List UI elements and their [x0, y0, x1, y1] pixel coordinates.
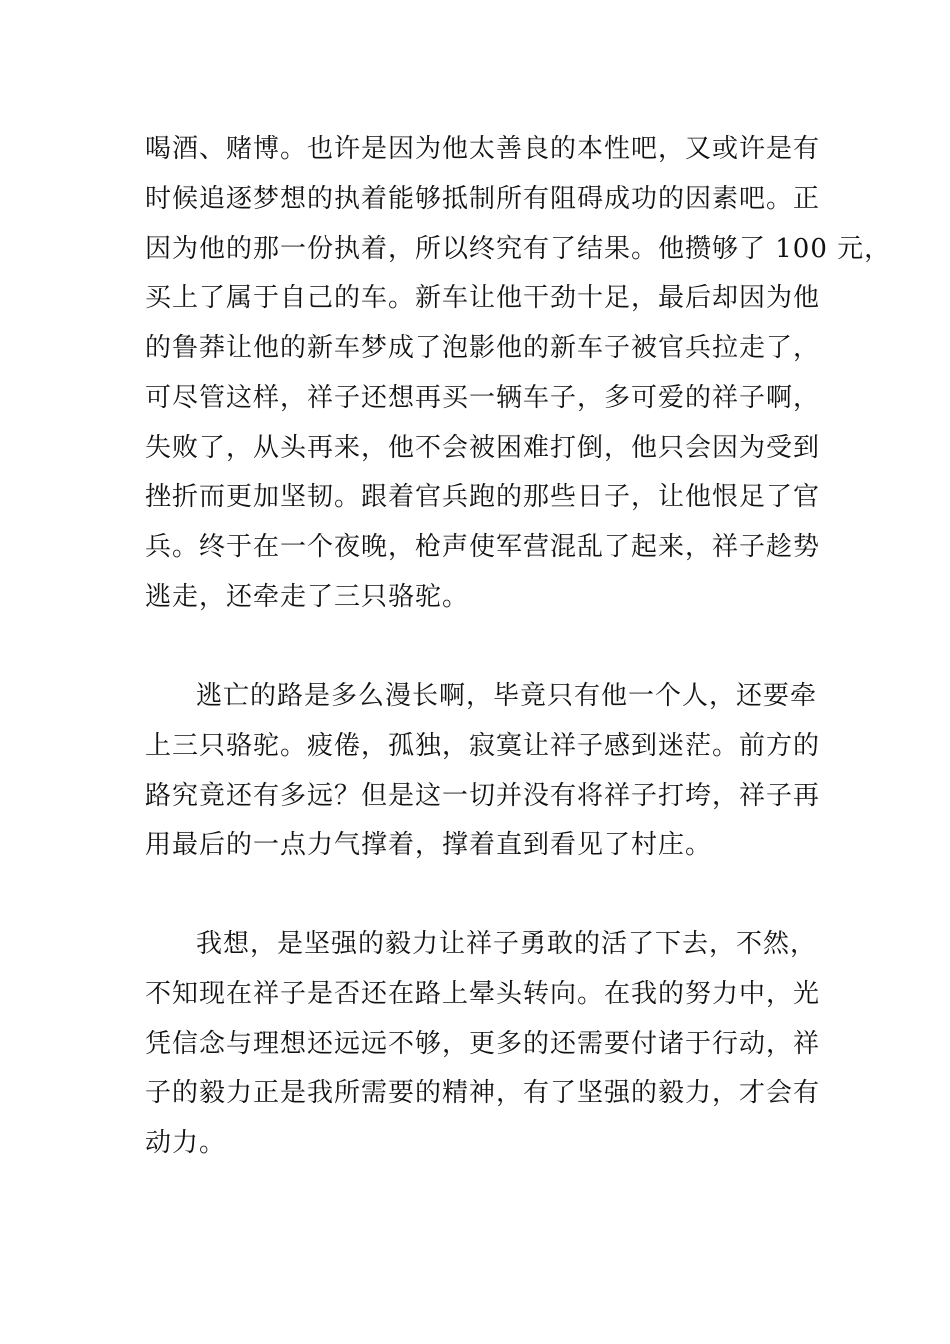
text-line: 逃走，还牵走了三只骆驼。	[145, 582, 470, 612]
text-line: 的鲁莽让他的新车梦成了泡影他的新车子被官兵拉走了，	[145, 333, 821, 363]
text-line: 时候追逐梦想的执着能够抵制所有阻碍成功的因素吧。正	[145, 184, 821, 214]
text-line: 凭信念与理想还远远不够，更多的还需要付诸于行动，祥	[145, 1029, 821, 1059]
text-line: 路究竟还有多远？但是这一切并没有将祥子打垮，祥子再	[145, 781, 821, 811]
text-line: 子的毅力正是我所需要的精神，有了坚强的毅力，才会有	[145, 1078, 821, 1108]
text-line: 我想，是坚强的毅力让祥子勇敢的活了下去，不然，	[196, 929, 818, 959]
text-line: 用最后的一点力气撑着，撑着直到看见了村庄。	[145, 830, 713, 860]
text-line: 上三只骆驼。疲倦，孤独，寂寞让祥子感到迷茫。前方的	[145, 731, 821, 761]
text-line: 挫折而更加坚韧。跟着官兵跑的那些日子，让他恨足了官	[145, 482, 821, 512]
text-line: 可尽管这样，祥子还想再买一辆车子，多可爱的祥子啊，	[145, 383, 821, 413]
text-line: 买上了属于自己的车。新车让他干劲十足，最后却因为他	[145, 283, 821, 313]
text-line: 喝酒、赌博。也许是因为他太善良的本性吧，又或许是有	[145, 134, 821, 164]
text-line: 因为他的那一份执着，所以终究有了结果。他攒够了 100 元，	[145, 234, 892, 264]
text-line: 兵。终于在一个夜晚，枪声使军营混乱了起来，祥子趁势	[145, 532, 821, 562]
text-line: 动力。	[145, 1128, 227, 1158]
text-line: 失败了，从头再来，他不会被困难打倒，他只会因为受到	[145, 433, 821, 463]
text-line: 逃亡的路是多么漫长啊，毕竟只有他一个人，还要牵	[196, 681, 818, 711]
text-line: 不知现在祥子是否还在路上晕头转向。在我的努力中，光	[145, 979, 821, 1009]
